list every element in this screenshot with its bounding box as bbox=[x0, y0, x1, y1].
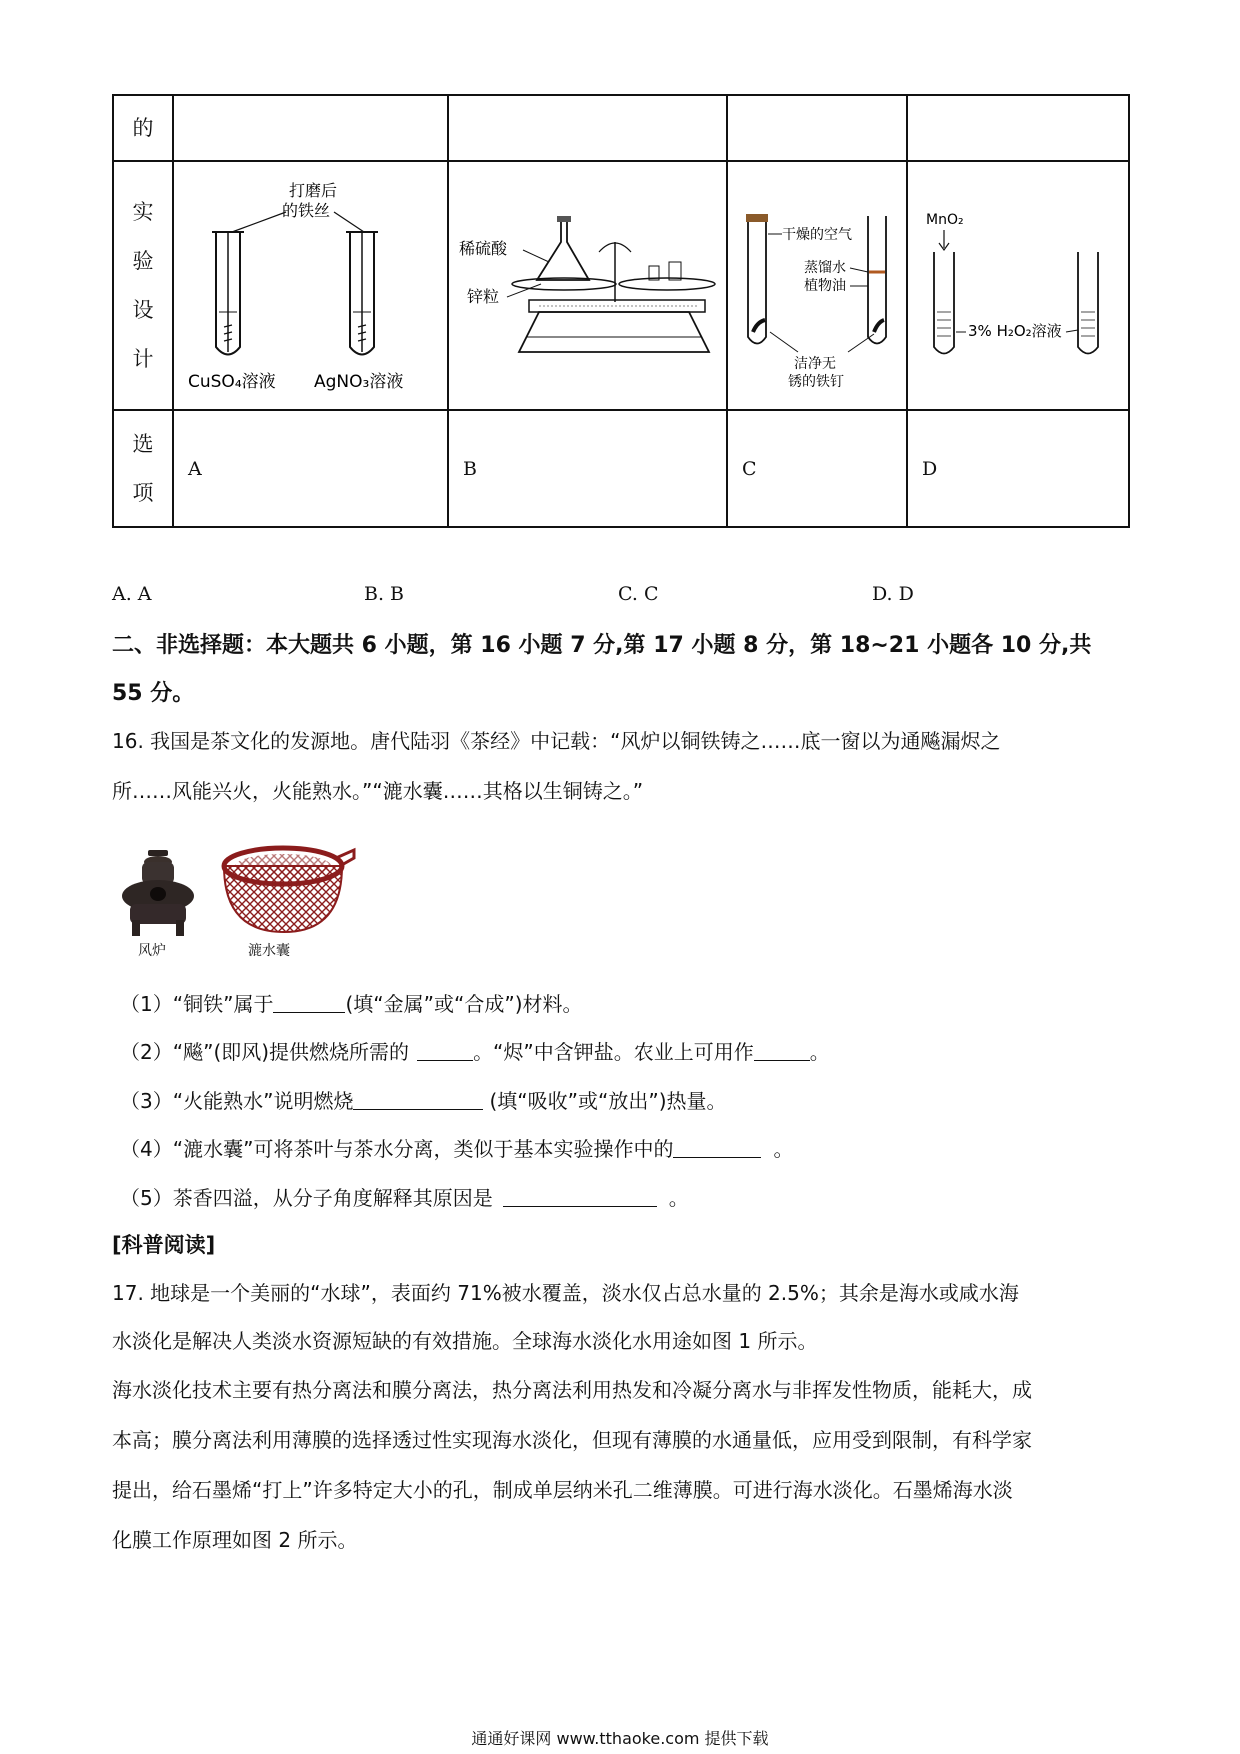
q17-para2-line3: 提出，给石墨烯“打上”许多特定大小的孔，制成单层纳米孔二维薄膜。可进行海水淡化。石墨烯海水淡 bbox=[112, 1478, 1013, 1502]
figure-a-wire-label-top: 打磨后 bbox=[289, 181, 338, 200]
figure-a-wire-label-bottom: 的铁丝 bbox=[282, 201, 331, 220]
figure-b-cell bbox=[448, 161, 727, 410]
option-c-cell: C bbox=[727, 410, 907, 527]
q17-para1-line1: 17. 地球是一个美丽的“水球”，表面约 71%被水覆盖，淡水仅占总水量的 2.5%；其余是海水或咸水海 bbox=[112, 1281, 1019, 1305]
figure-a-tube1-label: CuSO₄溶液 bbox=[188, 372, 276, 392]
section-2-heading-line-1: 二、非选择题：本大题共 6 小题，第 16 小题 7 分,第 17 小题 8 分，第 18~21 小题各 10 分,共 bbox=[112, 633, 1092, 658]
figure-b-acid-label: 稀硫酸 bbox=[459, 239, 508, 258]
figure-b-balance bbox=[449, 162, 728, 405]
figure-b-zinc-label: 锌粒 bbox=[467, 287, 500, 306]
q16-sub4: （4）“漉水囊”可将茶叶与茶水分离，类似于基本实验操作中的 。 bbox=[120, 1137, 794, 1161]
q17-para2-line2: 本高；膜分离法利用薄膜的选择透过性实现海水淡化，但现有薄膜的水通量低，应用受到限制，有科学家 bbox=[112, 1428, 1032, 1452]
figure-d-cell bbox=[907, 161, 1129, 410]
option-a-cell: A bbox=[173, 410, 448, 527]
design-row bbox=[113, 161, 1129, 410]
q16-text-line-2: 所……风能兴火，火能熟水。”“漉水囊……其格以生铜铸之。” bbox=[112, 779, 644, 803]
figure-c-rust-tubes bbox=[728, 162, 908, 405]
q16-sub2: （2）“飚”(即风)提供燃烧所需的 。“烬”中含钾盐。农业上可用作 。 bbox=[120, 1040, 830, 1064]
q16-sub3-blank[interactable] bbox=[353, 1089, 483, 1110]
q16-sub2-blank-2[interactable] bbox=[754, 1040, 810, 1061]
purpose-cell-c bbox=[727, 95, 907, 161]
purpose-cell-d bbox=[907, 95, 1129, 161]
option-label: 选项 bbox=[113, 410, 173, 527]
choice-b[interactable]: B. B bbox=[364, 583, 405, 605]
figure-c-nail-label-1: 洁净无 bbox=[794, 356, 836, 372]
figure-a-cell bbox=[173, 161, 448, 410]
figure-c-oil-label: 植物油 bbox=[804, 278, 846, 294]
q16-sub1: （1）“铜铁”属于 (填“金属”或“合成”)材料。 bbox=[120, 992, 583, 1016]
figure-c-nail-label-2: 锈的铁钉 bbox=[788, 374, 844, 390]
experiment-table bbox=[112, 94, 1130, 528]
purpose-row bbox=[113, 95, 1129, 161]
q16-sub5-blank[interactable] bbox=[503, 1186, 657, 1207]
figure-d-mno2-label: MnO₂ bbox=[926, 212, 964, 228]
choice-c[interactable]: C. C bbox=[618, 583, 659, 605]
water-strainer-image bbox=[218, 840, 358, 960]
figure-a-iron-wire-tubes bbox=[174, 162, 449, 405]
page-footer: 通通好课网 www.tthaoke.com 提供下载 bbox=[471, 1729, 769, 1748]
figure-d-peroxide-tubes bbox=[908, 162, 1130, 405]
purpose-cell-b bbox=[448, 95, 727, 161]
science-reading-heading: [科普阅读] bbox=[112, 1233, 216, 1257]
choice-a[interactable]: A. A bbox=[112, 583, 152, 605]
section-2-heading-line-2: 55 分。 bbox=[112, 681, 195, 706]
q16-sub2-blank-1[interactable] bbox=[417, 1040, 473, 1061]
figure-c-dry-air-label: 干燥的空气 bbox=[782, 227, 852, 243]
q16-sub3: （3）“火能熟水”说明燃烧 (填“吸收”或“放出”)热量。 bbox=[120, 1089, 727, 1113]
q17-para2-line1: 海水淡化技术主要有热分离法和膜分离法，热分离法利用热发和冷凝分离水与非挥发性物质，能耗大，成 bbox=[112, 1378, 1032, 1402]
water-strainer-caption: 漉水囊 bbox=[248, 943, 290, 959]
choice-d[interactable]: D. D bbox=[872, 583, 914, 605]
figure-a-tube2-label: AgNO₃溶液 bbox=[314, 372, 404, 392]
q17-para2-line4: 化膜工作原理如图 2 所示。 bbox=[112, 1528, 358, 1552]
wind-stove-caption: 风炉 bbox=[138, 943, 166, 959]
q16-sub1-blank[interactable] bbox=[273, 992, 345, 1013]
purpose-label: 的 bbox=[113, 95, 173, 161]
option-row bbox=[113, 410, 1129, 527]
q17-para1-line2: 水淡化是解决人类淡水资源短缺的有效措施。全球海水淡化水用途如图 1 所示。 bbox=[112, 1329, 818, 1353]
figure-d-solution-label: 3% H₂O₂溶液 bbox=[968, 322, 1062, 340]
water-strainer-picture bbox=[218, 840, 358, 940]
design-label: 实验设计 bbox=[113, 161, 173, 410]
q16-sub5: （5）茶香四溢，从分子角度解释其原因是 。 bbox=[120, 1186, 689, 1210]
purpose-cell-a bbox=[173, 95, 448, 161]
option-d-cell: D bbox=[907, 410, 1129, 527]
q16-text-line-1: 16. 我国是茶文化的发源地。唐代陆羽《茶经》中记载：“风炉以铜铁铸之……底一窗以为通飚漏烬之 bbox=[112, 729, 1001, 753]
wind-stove-image bbox=[112, 846, 204, 959]
figure-c-cell bbox=[727, 161, 907, 410]
option-b-cell: B bbox=[448, 410, 727, 527]
q16-sub4-blank[interactable] bbox=[673, 1137, 761, 1158]
figure-c-water-label: 蒸馏水 bbox=[804, 260, 846, 276]
